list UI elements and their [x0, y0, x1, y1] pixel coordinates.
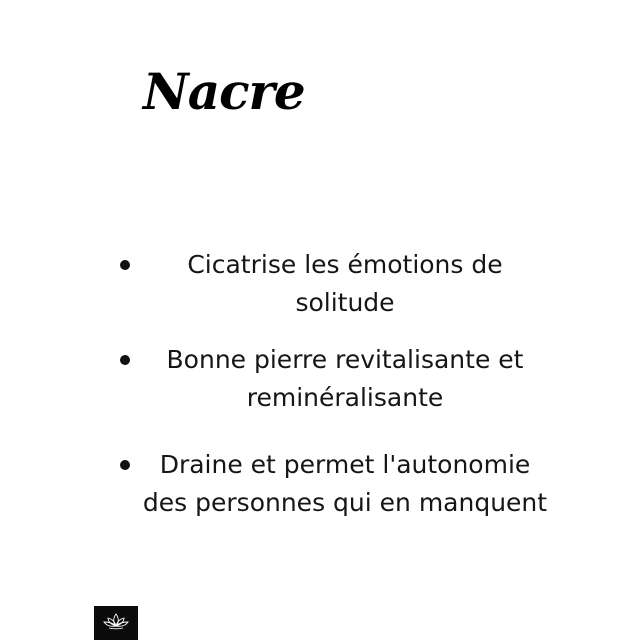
list-item-text: Draine et permet l'autonomie des personnes qui en manquent [142, 450, 548, 517]
brand-logo [94, 606, 138, 640]
bullet-dot-icon [120, 355, 130, 365]
bullet-dot-icon [120, 460, 130, 470]
page-title: Nacre [143, 62, 305, 121]
bullet-dot-icon [120, 260, 130, 270]
list-item-text: Bonne pierre revitalisante et reminéralisante [166, 345, 524, 412]
lotus-icon [94, 606, 138, 640]
list-item-text: Cicatrise les émotions de solitude [187, 250, 503, 317]
